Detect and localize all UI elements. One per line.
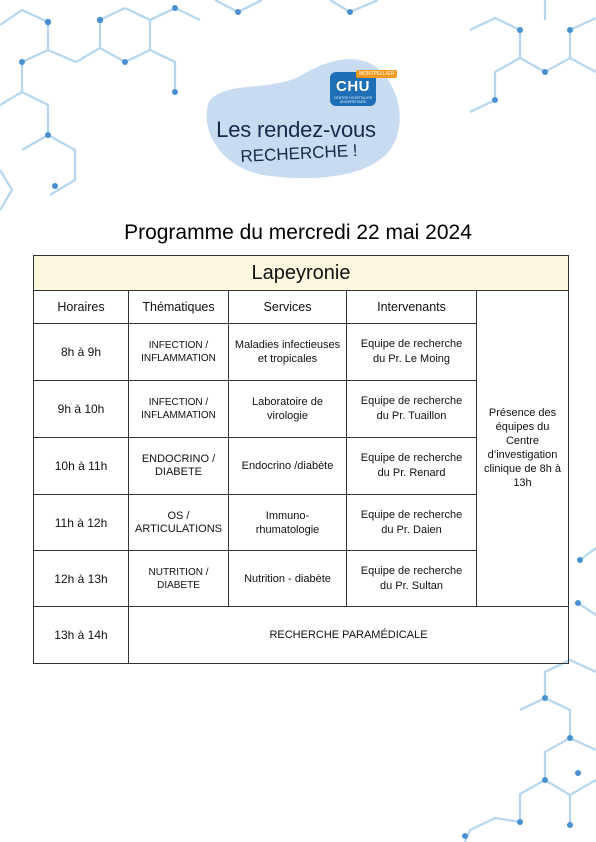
speaker-cell: Equipe de recherche du Pr. Le Moing (347, 324, 477, 381)
slogan-line-1: Les rendez-vous (216, 117, 376, 142)
theme-cell: OS / ARTICULATIONS (129, 495, 229, 551)
chu-logo-subtitle: CENTRE HOSPITALIER UNIVERSITAIRE (333, 96, 373, 104)
theme-cell: ENDOCRINO / DIABETE (129, 438, 229, 495)
time-slot: 11h à 12h (33, 495, 129, 551)
speaker-cell: Equipe de recherche du Pr. Renard (347, 438, 477, 495)
column-header-thematiques: Thématiques (129, 290, 229, 324)
service-cell: Laboratoire de virologie (229, 381, 347, 438)
cic-presence-note: Présence des équipes du Centre d’investigation clinique de 8h à 13h (477, 290, 569, 607)
chu-logo-text: CHU (336, 78, 370, 95)
program-title: Programme du mercredi 22 mai 2024 (124, 221, 472, 244)
slogan-line-2: RECHERCHE ! (239, 140, 358, 167)
time-slot: 9h à 10h (33, 381, 129, 438)
paramedical-research-row: RECHERCHE PARAMÉDICALE (129, 607, 569, 664)
speaker-cell: Equipe de recherche du Pr. Tuaillon (347, 381, 477, 438)
time-slot: 8h à 9h (33, 324, 129, 381)
chu-logo-tag: MONTPELLIER (356, 70, 397, 78)
time-slot: 10h à 11h (33, 438, 129, 495)
column-header-services: Services (229, 290, 347, 324)
service-cell: Endocrino /diabète (229, 438, 347, 495)
service-cell: Nutrition - diabète (229, 551, 347, 607)
service-cell: Maladies infectieuses et tropicales (229, 324, 347, 381)
time-slot: 13h à 14h (33, 607, 129, 664)
theme-cell: NUTRITION / DIABETE (129, 551, 229, 607)
schedule-table (33, 255, 569, 664)
speaker-cell: Equipe de recherche du Pr. Sultan (347, 551, 477, 607)
speaker-cell: Equipe de recherche du Pr. Daien (347, 495, 477, 551)
service-cell: Immuno-rhumatologie (229, 495, 347, 551)
column-header-horaires: Horaires (33, 290, 129, 324)
column-header-intervenants: Intervenants (347, 290, 477, 324)
venue-header: Lapeyronie (33, 255, 569, 291)
time-slot: 12h à 13h (33, 551, 129, 607)
theme-cell: INFECTION / INFLAMMATION (129, 381, 229, 438)
theme-cell: INFECTION / INFLAMMATION (129, 324, 229, 381)
